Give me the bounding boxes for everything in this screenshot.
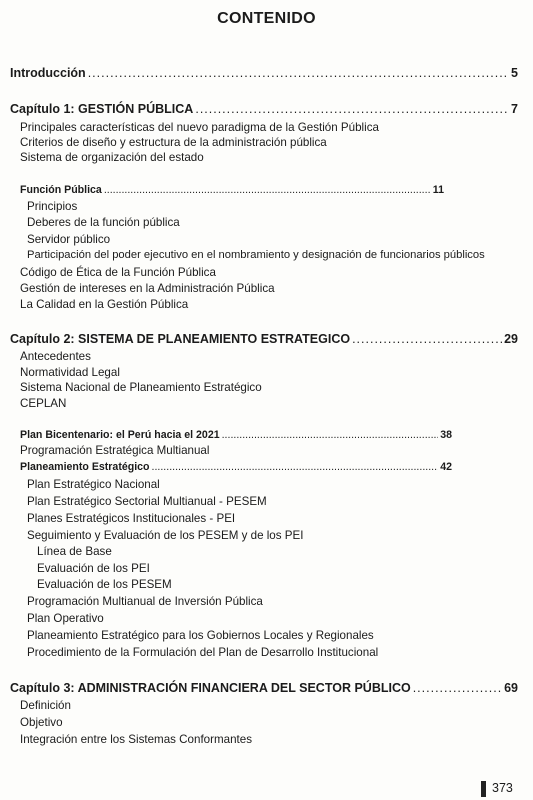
- toc-label: Capítulo 1: GESTIÓN PÚBLICA: [10, 102, 194, 116]
- toc-entry-funcion-publica: [20, 183, 444, 198]
- toc-subitem: Plan Estratégico Sectorial Multianual - PESEM: [27, 495, 267, 508]
- toc-subitem: Criterios de diseño y estructura de la administración pública: [20, 136, 327, 149]
- toc-entry-introduccion: [10, 66, 518, 81]
- toc-page: 38: [440, 429, 452, 441]
- toc-subitem: Servidor público: [27, 233, 111, 246]
- toc-page: 29: [504, 332, 518, 346]
- toc-subitem: Seguimiento y Evaluación de los PESEM y de los PEI: [27, 529, 304, 542]
- toc-subitem: Línea de Base: [37, 545, 112, 558]
- dot-leader: [222, 428, 439, 443]
- toc-label: Planeamiento Estratégico: [20, 461, 150, 473]
- toc-subitem: Procedimiento de la Formulación del Plan de Desarrollo Institucional: [27, 646, 379, 659]
- toc-subitem: La Calidad en la Gestión Pública: [20, 298, 189, 311]
- toc-label: Introducción: [10, 66, 86, 80]
- toc-label: Capítulo 2: SISTEMA DE PLANEAMIENTO ESTRATEGICO: [10, 332, 351, 346]
- toc-subitem: Objetivo: [20, 716, 63, 729]
- toc-entry-planeamiento-estrategico: [20, 460, 452, 475]
- toc-subitem: Definición: [20, 699, 71, 712]
- toc-subitem: Deberes de la función pública: [27, 216, 180, 229]
- toc-subitem: Principales características del nuevo paradigma de la Gestión Pública: [20, 121, 379, 134]
- dot-leader: [152, 460, 439, 475]
- toc-entry-capitulo-3: [10, 681, 518, 696]
- toc-subitem: Plan Estratégico Nacional: [27, 478, 160, 491]
- dot-leader: [413, 681, 502, 696]
- toc-label: Función Pública: [20, 184, 102, 196]
- toc-entry-capitulo-2: [10, 332, 518, 347]
- toc-subitem: Sistema de organización del estado: [20, 151, 204, 164]
- toc-page: 5: [511, 66, 518, 80]
- toc-subitem: Gestión de intereses en la Administración Pública: [20, 282, 275, 295]
- page-title: CONTENIDO: [217, 10, 316, 27]
- toc-page: 69: [504, 681, 518, 695]
- toc-page: 11: [432, 184, 444, 196]
- toc-subitem: Programación Estratégica Multianual: [20, 444, 210, 457]
- dot-leader: [352, 332, 502, 347]
- toc-subitem: Sistema Nacional de Planeamiento Estratégico: [20, 381, 262, 394]
- dot-leader: [104, 183, 431, 198]
- toc-subitem: Planes Estratégicos Institucionales - PEI: [27, 512, 236, 525]
- toc-subitem: Normatividad Legal: [20, 366, 120, 379]
- toc-entry-capitulo-1: [10, 102, 518, 117]
- toc-label: Capítulo 3: ADMINISTRACIÓN FINANCIERA DEL SECTOR PÚBLICO: [10, 681, 411, 695]
- toc-subitem: Código de Ética de la Función Pública: [20, 266, 216, 279]
- page-marker-bar: [481, 781, 486, 797]
- dot-leader: [195, 102, 509, 117]
- toc-subitem: Principios: [27, 200, 78, 213]
- toc-page: 42: [440, 461, 452, 473]
- toc-subitem: Planeamiento Estratégico para los Gobiernos Locales y Regionales: [27, 629, 374, 642]
- toc-subitem: Evaluación de los PESEM: [37, 578, 172, 591]
- toc-subitem: Plan Operativo: [27, 612, 104, 625]
- toc-subitem: Participación del poder ejecutivo en el nombramiento y designación de funcionarios públicos: [27, 249, 485, 261]
- toc-subitem: CEPLAN: [20, 397, 67, 410]
- toc-subitem: Programación Multianual de Inversión Pública: [27, 595, 263, 608]
- dot-leader: [88, 66, 509, 81]
- page-number: 373: [492, 781, 513, 795]
- toc-label: Plan Bicentenario: el Perú hacia el 2021: [20, 429, 220, 441]
- toc-subitem: Antecedentes: [20, 350, 91, 363]
- toc-page: 7: [511, 102, 518, 116]
- toc-subitem: Evaluación de los PEI: [37, 562, 150, 575]
- toc-entry-plan-bicentenario: [20, 428, 452, 443]
- toc-subitem: Integración entre los Sistemas Conformantes: [20, 733, 252, 746]
